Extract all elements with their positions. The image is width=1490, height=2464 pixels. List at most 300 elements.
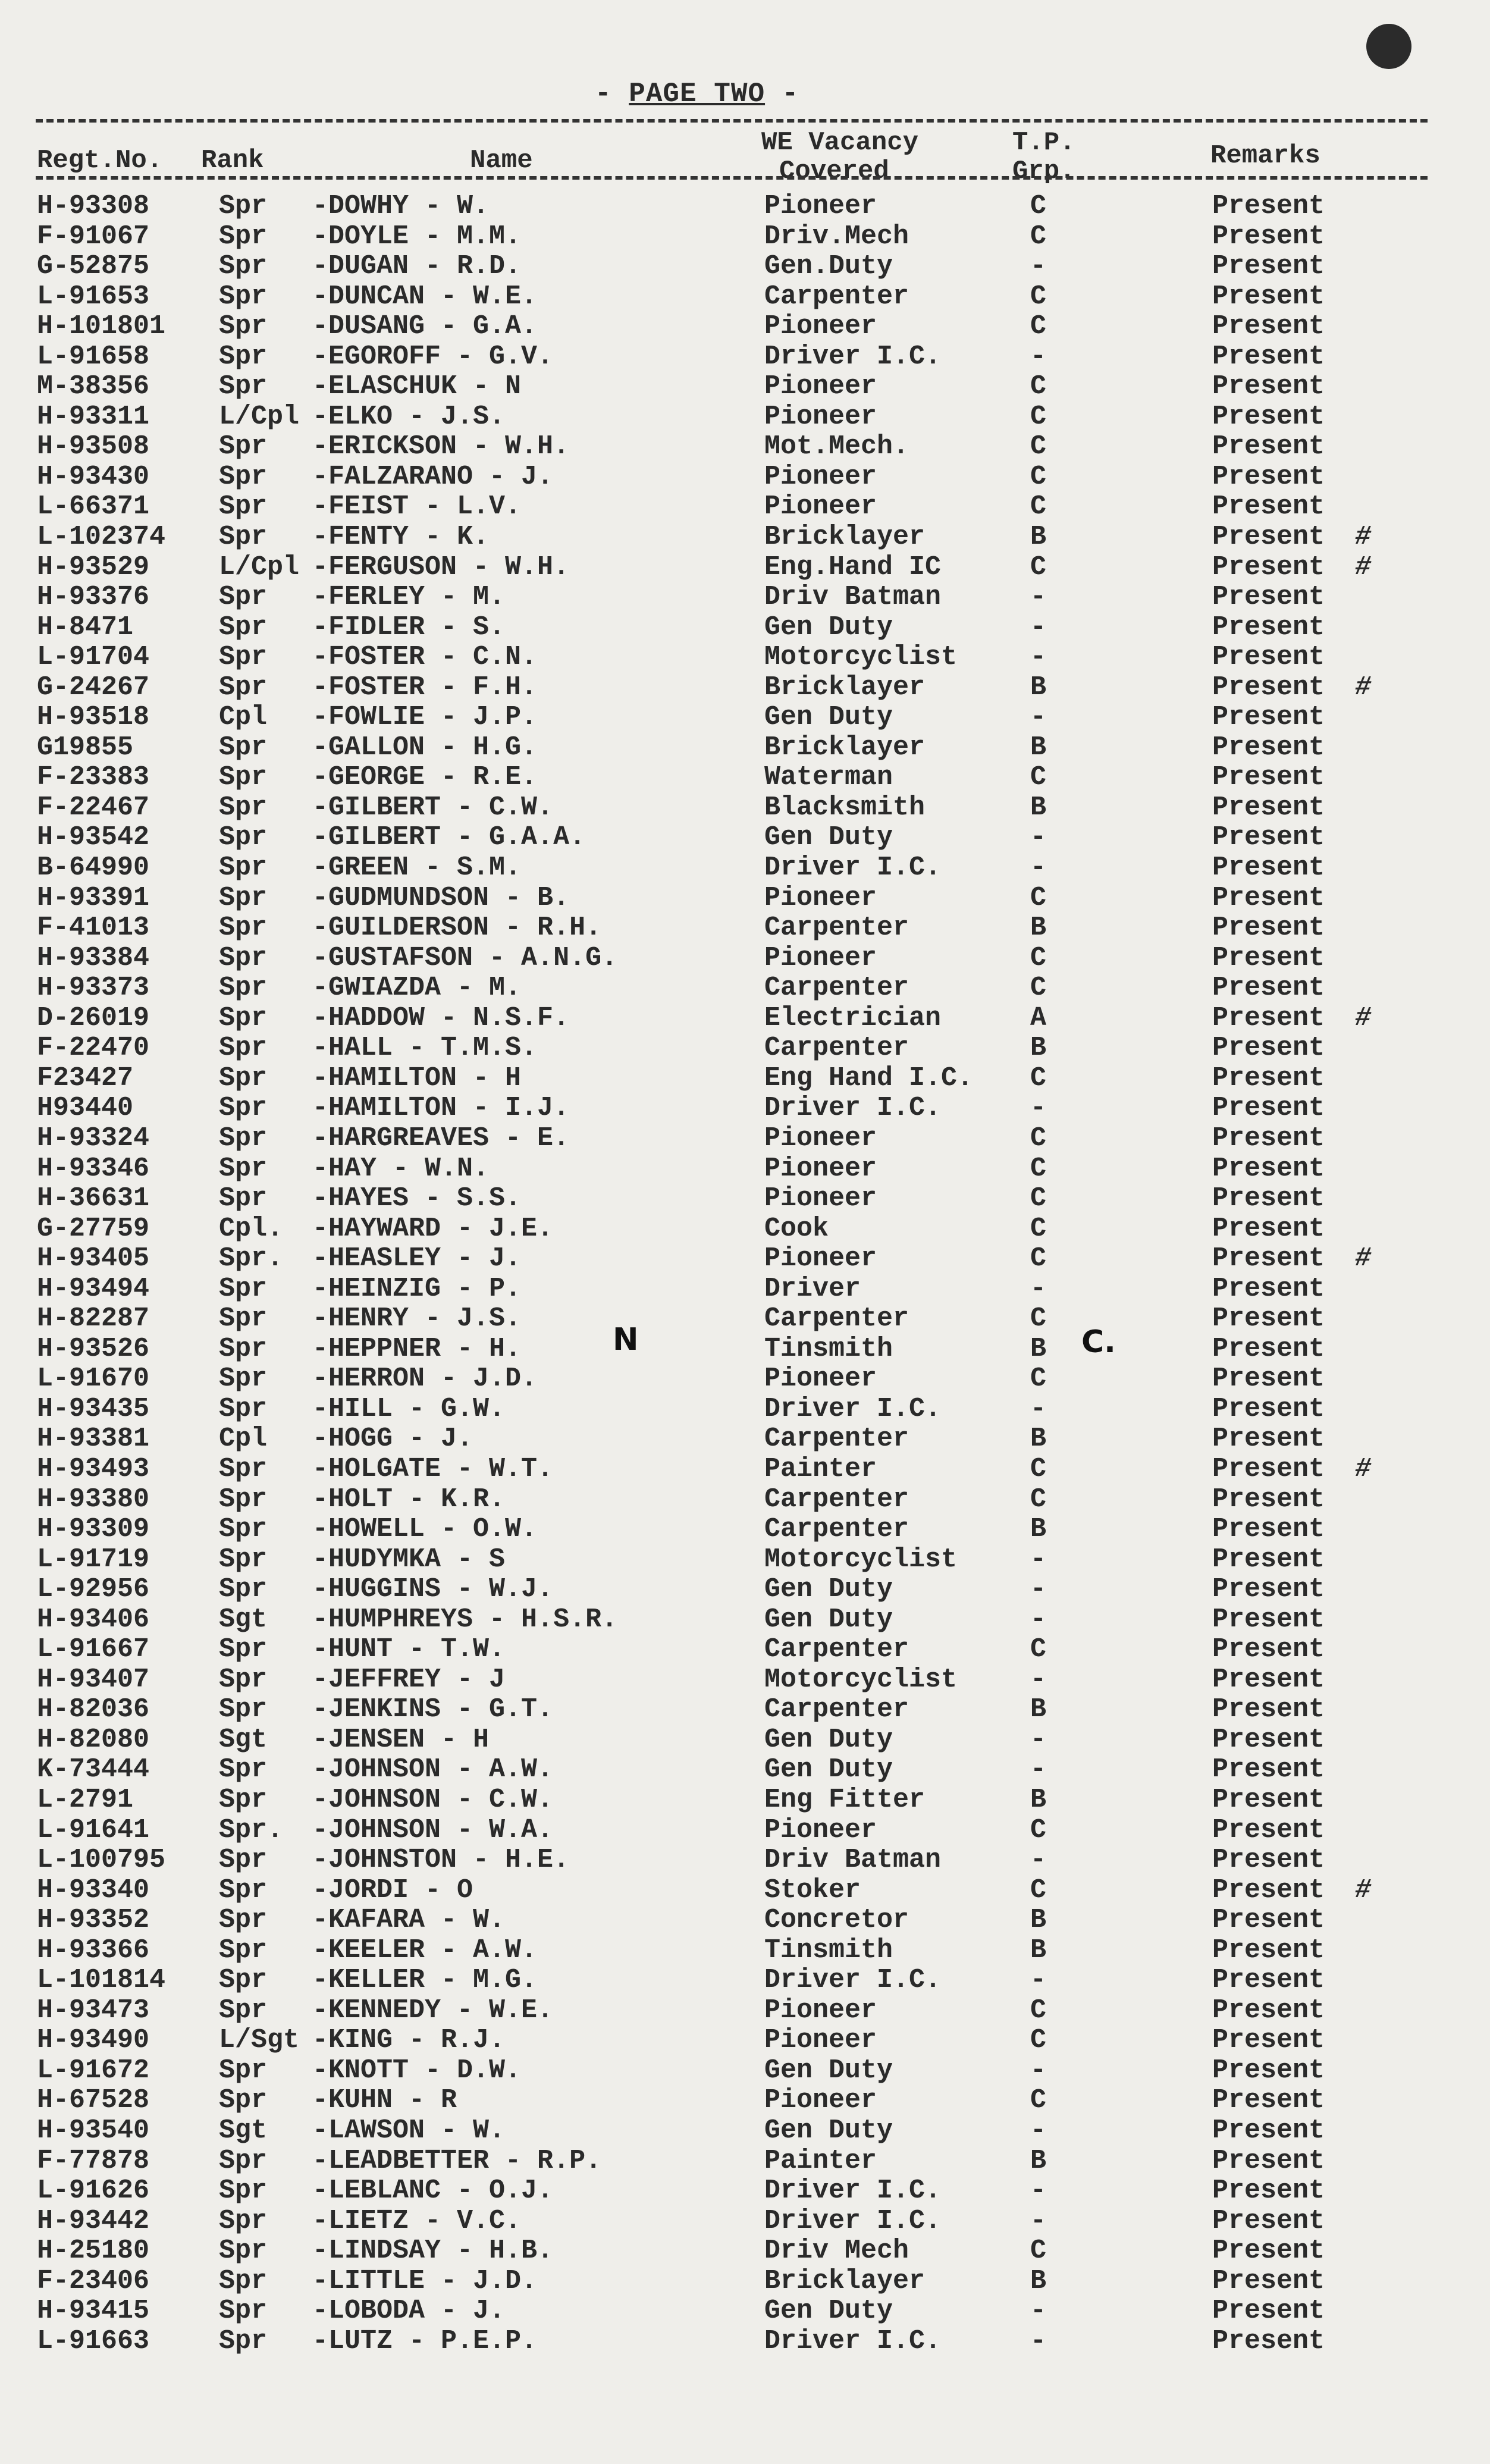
regt-no-cell: G-24267 <box>37 672 150 703</box>
name-cell: -HOGG - J. <box>312 1424 473 1454</box>
remarks-cell: Present <box>1212 1393 1325 1424</box>
name-cell: -HUNT - T.W. <box>312 1634 506 1665</box>
tp-grp-cell: C <box>1030 942 1047 973</box>
table-row <box>0 1876 1490 1906</box>
regt-no-cell: H-93430 <box>37 461 150 492</box>
name-cell: -GUILDERSON - R.H. <box>312 913 602 943</box>
remarks-cell: Present <box>1212 792 1325 823</box>
regt-no-cell: H-36631 <box>37 1183 150 1214</box>
rank-cell: Spr <box>219 1574 268 1605</box>
header-grp: Grp. <box>1012 156 1075 186</box>
tp-grp-cell: - <box>1030 1604 1047 1635</box>
name-cell: -LUTZ - P.E.P. <box>312 2325 538 2356</box>
remarks-cell: Present <box>1212 1303 1325 1334</box>
regt-no-cell: F-22470 <box>37 1033 150 1064</box>
we-vacancy-cell: Driver I.C. <box>764 2175 942 2206</box>
rank-cell: Spr <box>219 2236 268 2266</box>
remarks-cell: Present <box>1212 401 1325 432</box>
we-vacancy-cell: Tinsmith <box>764 1935 893 1965</box>
we-vacancy-cell: Carpenter <box>764 1484 909 1515</box>
rank-cell: Spr <box>219 672 268 703</box>
we-vacancy-cell: Gen.Duty <box>764 251 893 282</box>
tp-grp-cell: - <box>1030 2115 1047 2146</box>
tp-grp-cell: C <box>1030 1995 1047 2026</box>
rank-cell: Spr <box>219 1935 268 1965</box>
remarks-cell: Present <box>1212 1604 1325 1635</box>
we-vacancy-cell: Carpenter <box>764 281 909 312</box>
remarks-cell: Present <box>1212 2296 1325 2327</box>
remarks-cell: Present <box>1212 913 1325 943</box>
rank-cell: Sgt <box>219 1724 268 1755</box>
regt-no-cell: H-93373 <box>37 973 150 1004</box>
we-vacancy-cell: Carpenter <box>764 1514 909 1545</box>
rank-cell: Spr <box>219 1514 268 1545</box>
regt-no-cell: H-93308 <box>37 191 150 221</box>
name-cell: -JOHNSON - A.W. <box>312 1754 554 1785</box>
we-vacancy-cell: Motorcyclist <box>764 642 958 673</box>
name-cell: -HARGREAVES - E. <box>312 1123 570 1153</box>
tp-grp-cell: C <box>1030 1634 1047 1665</box>
rank-cell: Spr <box>219 1694 268 1725</box>
regt-no-cell: L-91653 <box>37 281 150 312</box>
we-vacancy-cell: Gen Duty <box>764 1754 893 1785</box>
name-cell: -ELKO - J.S. <box>312 401 506 432</box>
regt-no-cell: F-41013 <box>37 913 150 943</box>
remarks-cell: Present <box>1212 822 1325 853</box>
name-cell: -HOWELL - O.W. <box>312 1514 538 1545</box>
rank-cell: Sgt <box>219 2115 268 2146</box>
remarks-cell: Present <box>1212 431 1325 462</box>
tp-grp-cell: - <box>1030 702 1047 733</box>
tp-grp-cell: C <box>1030 2085 1047 2116</box>
name-cell: -LEBLANC - O.J. <box>312 2175 554 2206</box>
rank-cell: Spr <box>219 341 268 372</box>
table-row <box>0 1605 1490 1635</box>
table-row <box>0 312 1490 342</box>
rank-cell: Spr <box>219 461 268 492</box>
remarks-cell: Present <box>1212 852 1325 883</box>
remarks-cell: Present <box>1212 551 1325 582</box>
tp-grp-cell: B <box>1030 1333 1047 1364</box>
header-tp: T.P. <box>1012 128 1075 158</box>
rank-cell: Spr <box>219 1123 268 1153</box>
rank-cell: Spr <box>219 1484 268 1515</box>
remarks-cell: Present <box>1212 1093 1325 1124</box>
remarks-cell: Present <box>1212 2055 1325 2086</box>
name-cell: -HAYWARD - J.E. <box>312 1213 554 1244</box>
regt-no-cell: H-93376 <box>37 582 150 613</box>
tp-grp-cell: - <box>1030 251 1047 282</box>
table-row <box>0 582 1490 613</box>
regt-no-cell: G19855 <box>37 732 134 763</box>
tp-grp-cell: B <box>1030 1424 1047 1454</box>
we-vacancy-cell: Motorcyclist <box>764 1544 958 1575</box>
rank-cell: Spr <box>219 792 268 823</box>
regt-no-cell: L-91658 <box>37 341 150 372</box>
rank-cell: Spr <box>219 732 268 763</box>
table-row <box>0 2327 1490 2357</box>
table-row <box>0 1485 1490 1515</box>
tp-grp-cell: B <box>1030 522 1047 553</box>
table-row <box>0 793 1490 823</box>
remark-mark: # <box>1355 672 1372 703</box>
name-cell: -HUDYMKA - S <box>312 1544 506 1575</box>
rank-cell: Spr <box>219 852 268 883</box>
remarks-cell: Present <box>1212 1273 1325 1304</box>
remarks-cell: Present <box>1212 1153 1325 1184</box>
regt-no-cell: D-26019 <box>37 1002 150 1033</box>
table-header <box>0 128 1490 193</box>
we-vacancy-cell: Pioneer <box>764 1183 877 1214</box>
table-row <box>0 2086 1490 2116</box>
table-row <box>0 492 1490 522</box>
we-vacancy-cell: Pioneer <box>764 191 877 221</box>
table-row <box>0 282 1490 312</box>
regt-no-cell: H-93415 <box>37 2296 150 2327</box>
rank-cell: Spr <box>219 2085 268 2116</box>
table-row <box>0 2266 1490 2297</box>
regt-no-cell: G-27759 <box>37 1213 150 1244</box>
remarks-cell: Present <box>1212 341 1325 372</box>
tp-grp-cell: - <box>1030 1273 1047 1304</box>
we-vacancy-cell: Gen Duty <box>764 2296 893 2327</box>
header-remarks: Remarks <box>1210 141 1320 171</box>
remarks-cell: Present <box>1212 672 1325 703</box>
rank-cell: Spr <box>219 371 268 402</box>
tp-grp-cell: B <box>1030 1694 1047 1725</box>
remarks-cell: Present <box>1212 942 1325 973</box>
regt-no-cell: H-93542 <box>37 822 150 853</box>
rank-cell: Spr <box>219 2145 268 2176</box>
rank-cell: Cpl <box>219 1424 268 1454</box>
regt-no-cell: G-52875 <box>37 251 150 282</box>
table-row <box>0 1755 1490 1785</box>
remarks-cell: Present <box>1212 1634 1325 1665</box>
tp-grp-cell: B <box>1030 1784 1047 1815</box>
remarks-cell: Present <box>1212 2325 1325 2356</box>
table-row <box>0 1244 1490 1274</box>
table-row <box>0 432 1490 462</box>
tp-grp-cell: C <box>1030 1874 1047 1905</box>
tp-grp-cell: C <box>1030 191 1047 221</box>
table-row <box>0 1304 1490 1334</box>
we-vacancy-cell: Driver I.C. <box>764 1965 942 1996</box>
regt-no-cell: L-91667 <box>37 1634 150 1665</box>
we-vacancy-cell: Carpenter <box>764 973 909 1004</box>
remarks-cell: Present <box>1212 1033 1325 1064</box>
we-vacancy-cell: Driv Mech <box>764 2236 909 2266</box>
tp-grp-cell: B <box>1030 672 1047 703</box>
regt-no-cell: H-67528 <box>37 2085 150 2116</box>
name-cell: -GUDMUNDSON - B. <box>312 882 570 913</box>
remarks-cell: Present <box>1212 1965 1325 1996</box>
tp-grp-cell: C <box>1030 491 1047 522</box>
table-row <box>0 1394 1490 1425</box>
name-cell: -HEINZIG - P. <box>312 1273 522 1304</box>
regt-no-cell: F-91067 <box>37 221 150 252</box>
we-vacancy-cell: Bricklayer <box>764 672 926 703</box>
table-row <box>0 1064 1490 1094</box>
remarks-cell: Present <box>1212 2145 1325 2176</box>
tp-grp-cell: - <box>1030 2205 1047 2236</box>
we-vacancy-cell: Gen Duty <box>764 1574 893 1605</box>
name-cell: -HAY - W.N. <box>312 1153 490 1184</box>
remarks-cell: Present <box>1212 1123 1325 1153</box>
tp-grp-cell: C <box>1030 401 1047 432</box>
we-vacancy-cell: Bricklayer <box>764 522 926 553</box>
regt-no-cell: H-101801 <box>37 311 166 342</box>
table-row <box>0 823 1490 853</box>
rank-cell: Spr <box>219 1183 268 1214</box>
tp-grp-cell: B <box>1030 1514 1047 1545</box>
tp-grp-cell: C <box>1030 1213 1047 1244</box>
we-vacancy-cell: Pioneer <box>764 942 877 973</box>
rank-cell: Spr <box>219 2296 268 2327</box>
rank-cell: Spr <box>219 1845 268 1876</box>
remarks-cell: Present <box>1212 1784 1325 1815</box>
tp-grp-cell: C <box>1030 2236 1047 2266</box>
tp-grp-cell: - <box>1030 1544 1047 1575</box>
rank-cell: Spr <box>219 1784 268 1815</box>
regt-no-cell: H-8471 <box>37 612 134 642</box>
table-row <box>0 252 1490 282</box>
name-cell: -JENKINS - G.T. <box>312 1694 554 1725</box>
we-vacancy-cell: Motorcyclist <box>764 1664 958 1695</box>
tp-grp-cell: C <box>1030 461 1047 492</box>
rank-cell: Spr <box>219 762 268 793</box>
table-row <box>0 1545 1490 1575</box>
tp-grp-cell: - <box>1030 852 1047 883</box>
table-row <box>0 1214 1490 1244</box>
table-row <box>0 522 1490 553</box>
rank-cell: Spr <box>219 1995 268 2026</box>
rank-cell: Spr <box>219 2205 268 2236</box>
regt-no-cell: F-23383 <box>37 762 150 793</box>
we-vacancy-cell: Gen Duty <box>764 822 893 853</box>
name-cell: -HOLGATE - W.T. <box>312 1453 554 1484</box>
remarks-cell: Present <box>1212 311 1325 342</box>
regt-no-cell: M-38356 <box>37 371 150 402</box>
name-cell: -KNOTT - D.W. <box>312 2055 522 2086</box>
we-vacancy-cell: Carpenter <box>764 1694 909 1725</box>
regt-no-cell: L-91704 <box>37 642 150 673</box>
table-row <box>0 853 1490 883</box>
tp-grp-cell: - <box>1030 2175 1047 2206</box>
we-vacancy-cell: Gen Duty <box>764 1604 893 1635</box>
name-cell: -GILBERT - G.A.A. <box>312 822 586 853</box>
tp-grp-cell: C <box>1030 1183 1047 1214</box>
name-cell: -HALL - T.M.S. <box>312 1033 538 1064</box>
regt-no-cell: H-93435 <box>37 1393 150 1424</box>
regt-no-cell: H-82036 <box>37 1694 150 1725</box>
remarks-cell: Present <box>1212 1845 1325 1876</box>
regt-no-cell: L-100795 <box>37 1845 166 1876</box>
remarks-cell: Present <box>1212 1694 1325 1725</box>
handwritten-c-correction: C. <box>1081 1324 1116 1360</box>
tp-grp-cell: - <box>1030 1093 1047 1124</box>
rank-cell: Sgt <box>219 1604 268 1635</box>
table-row <box>0 642 1490 673</box>
tp-grp-cell: C <box>1030 311 1047 342</box>
regt-no-cell: F23427 <box>37 1062 134 1093</box>
name-cell: -HUGGINS - W.J. <box>312 1574 554 1605</box>
table-row <box>0 1936 1490 1966</box>
tp-grp-cell: B <box>1030 2265 1047 2296</box>
we-vacancy-cell: Carpenter <box>764 1424 909 1454</box>
name-cell: -JOHNSON - C.W. <box>312 1784 554 1815</box>
table-row <box>0 883 1490 914</box>
name-cell: -LINDSAY - H.B. <box>312 2236 554 2266</box>
remarks-cell: Present <box>1212 251 1325 282</box>
tp-grp-cell: C <box>1030 551 1047 582</box>
table-row <box>0 372 1490 402</box>
rank-cell: Spr <box>219 1874 268 1905</box>
remarks-cell: Present <box>1212 1724 1325 1755</box>
rank-cell: Spr <box>219 431 268 462</box>
rank-cell: Spr <box>219 973 268 1004</box>
name-cell: -FOWLIE - J.P. <box>312 702 538 733</box>
we-vacancy-cell: Carpenter <box>764 1303 909 1334</box>
table-row <box>0 2176 1490 2206</box>
name-cell: -KAFARA - W. <box>312 1905 506 1936</box>
regt-no-cell: H-93309 <box>37 1514 150 1545</box>
tp-grp-cell: C <box>1030 1814 1047 1845</box>
remarks-cell: Present <box>1212 2115 1325 2146</box>
rank-cell: Spr <box>219 311 268 342</box>
table-row <box>0 553 1490 583</box>
name-cell: -EGOROFF - G.V. <box>312 341 554 372</box>
table-row <box>0 943 1490 974</box>
regt-no-cell: H-82080 <box>37 1724 150 1755</box>
rank-cell: Spr <box>219 522 268 553</box>
rank-cell: Spr <box>219 2175 268 2206</box>
regt-no-cell: H-93442 <box>37 2205 150 2236</box>
we-vacancy-cell: Driver I.C. <box>764 1093 942 1124</box>
regt-no-cell: F-77878 <box>37 2145 150 2176</box>
table-row <box>0 402 1490 432</box>
we-vacancy-cell: Gen Duty <box>764 2055 893 2086</box>
tp-grp-cell: - <box>1030 582 1047 613</box>
tp-grp-cell: - <box>1030 1754 1047 1785</box>
regt-no-cell: H-93473 <box>37 1995 150 2026</box>
regt-no-cell: H-93324 <box>37 1123 150 1153</box>
tp-grp-cell: - <box>1030 1664 1047 1695</box>
name-cell: -ELASCHUK - N <box>312 371 522 402</box>
we-vacancy-cell: Driver I.C. <box>764 1393 942 1424</box>
we-vacancy-cell: Carpenter <box>764 913 909 943</box>
name-cell: -KEELER - A.W. <box>312 1935 538 1965</box>
name-cell: -HEASLEY - J. <box>312 1243 522 1274</box>
regt-no-cell: H-93381 <box>37 1424 150 1454</box>
rank-cell: Spr <box>219 822 268 853</box>
we-vacancy-cell: Pioneer <box>764 1814 877 1845</box>
regt-no-cell: H-93346 <box>37 1153 150 1184</box>
name-cell: -HADDOW - N.S.F. <box>312 1002 570 1033</box>
remarks-cell: Present <box>1212 1424 1325 1454</box>
name-cell: -LEADBETTER - R.P. <box>312 2145 602 2176</box>
we-vacancy-cell: Tinsmith <box>764 1333 893 1364</box>
we-vacancy-cell: Carpenter <box>764 1033 909 1064</box>
tp-grp-cell: C <box>1030 1363 1047 1394</box>
name-cell: -GALLON - H.G. <box>312 732 538 763</box>
rank-cell: Spr <box>219 2325 268 2356</box>
name-cell: -ERICKSON - W.H. <box>312 431 570 462</box>
table-row <box>0 1845 1490 1876</box>
regt-no-cell: K-73444 <box>37 1754 150 1785</box>
name-cell: -FOSTER - C.N. <box>312 642 538 673</box>
header-rank: Rank <box>201 146 264 175</box>
header-covered: Covered <box>779 156 889 186</box>
rank-cell: Spr <box>219 1754 268 1785</box>
table-row <box>0 913 1490 943</box>
name-cell: -GEORGE - R.E. <box>312 762 538 793</box>
tp-grp-cell: C <box>1030 973 1047 1004</box>
name-cell: -GILBERT - C.W. <box>312 792 554 823</box>
we-vacancy-cell: Driv.Mech <box>764 221 909 252</box>
table-row <box>0 1274 1490 1305</box>
we-vacancy-cell: Waterman <box>764 762 893 793</box>
regt-no-cell: H-82287 <box>37 1303 150 1334</box>
tp-grp-cell: C <box>1030 1484 1047 1515</box>
header-name: Name <box>470 146 533 175</box>
tp-grp-cell: C <box>1030 762 1047 793</box>
regt-no-cell: L-92956 <box>37 1574 150 1605</box>
remarks-cell: Present <box>1212 1574 1325 1605</box>
regt-no-cell: L-91672 <box>37 2055 150 2086</box>
tp-grp-cell: - <box>1030 1393 1047 1424</box>
we-vacancy-cell: Driver I.C. <box>764 2205 942 2236</box>
table-row <box>0 2236 1490 2266</box>
we-vacancy-cell: Pioneer <box>764 2025 877 2056</box>
tp-grp-cell: C <box>1030 1153 1047 1184</box>
rank-cell: Spr. <box>219 1814 284 1845</box>
we-vacancy-cell: Gen Duty <box>764 1724 893 1755</box>
we-vacancy-cell: Blacksmith <box>764 792 926 823</box>
regt-no-cell: F-22467 <box>37 792 150 823</box>
table-row <box>0 1334 1490 1365</box>
regt-no-cell: L-91641 <box>37 1814 150 1845</box>
remarks-cell: Present <box>1212 732 1325 763</box>
rank-cell: Spr <box>219 1033 268 1064</box>
remarks-cell: Present <box>1212 1814 1325 1845</box>
remarks-cell: Present <box>1212 1333 1325 1364</box>
table-row <box>0 192 1490 222</box>
header-bottom-rule <box>36 176 1428 180</box>
rank-cell: Spr <box>219 191 268 221</box>
remarks-cell: Present <box>1212 1484 1325 1515</box>
table-row <box>0 1635 1490 1665</box>
name-cell: -LIETZ - V.C. <box>312 2205 522 2236</box>
rank-cell: Spr <box>219 642 268 673</box>
name-cell: -DUSANG - G.A. <box>312 311 538 342</box>
regt-no-cell: H-93380 <box>37 1484 150 1515</box>
name-cell: -FERLEY - M. <box>312 582 506 613</box>
remarks-cell: Present <box>1212 221 1325 252</box>
rank-cell: Cpl. <box>219 1213 284 1244</box>
table-row <box>0 1816 1490 1846</box>
we-vacancy-cell: Eng Hand I.C. <box>764 1062 974 1093</box>
tp-grp-cell: B <box>1030 913 1047 943</box>
tp-grp-cell: B <box>1030 1033 1047 1064</box>
name-cell: -HOLT - K.R. <box>312 1484 506 1515</box>
we-vacancy-cell: Painter <box>764 2145 877 2176</box>
rank-cell: Spr <box>219 612 268 642</box>
we-vacancy-cell: Pioneer <box>764 1153 877 1184</box>
we-vacancy-cell: Pioneer <box>764 882 877 913</box>
name-cell: -DUGAN - R.D. <box>312 251 522 282</box>
rank-cell: Spr <box>219 1093 268 1124</box>
name-cell: -LOBODA - J. <box>312 2296 506 2327</box>
